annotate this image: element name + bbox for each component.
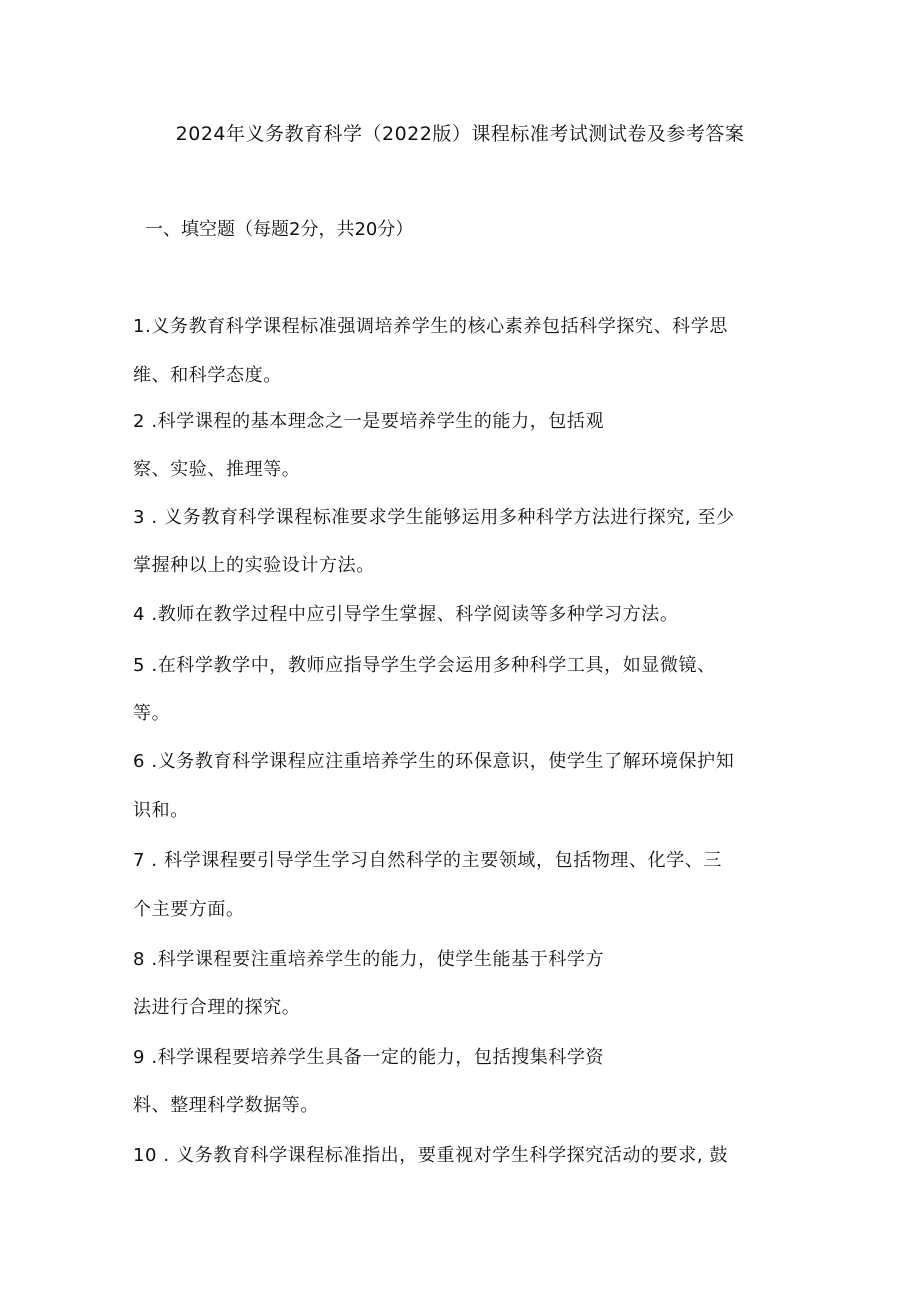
text-line: 察、实验、推理等。: [133, 459, 301, 480]
text-line: 10 . 义务教育科学课程标准指出，要重视对学生科学探究活动的要求, 鼓: [133, 1145, 729, 1166]
text-line: 掌握种以上的实验设计方法。: [133, 555, 375, 576]
text-line: 法进行合理的探究。: [133, 997, 301, 1018]
text-line: 2 .科学课程的基本理念之一是要培养学生的能力，包括观: [133, 411, 605, 432]
text-line: 个主要方面。: [133, 899, 245, 920]
text-line: 8 .科学课程要注重培养学生的能力，使学生能基于科学方: [133, 949, 605, 970]
section-heading: 一、填空题（每题2分，共20分）: [145, 219, 414, 240]
text-line: 4 .教师在教学过程中应引导学生掌握、科学阅读等多种学习方法。: [133, 604, 679, 625]
document-title: 2024年义务教育科学（2022版）课程标准考试测试卷及参考答案: [175, 123, 745, 145]
text-line: 料、整理科学数据等。: [133, 1095, 319, 1116]
text-line: 7 . 科学课程要引导学生学习自然科学的主要领域，包括物理、化学、三: [133, 850, 723, 871]
text-line: 6 .义务教育科学课程应注重培养学生的环保意识，使学生了解环境保护知: [133, 751, 735, 772]
text-line: 9 .科学课程要培养学生具备一定的能力，包括搜集科学资: [133, 1047, 605, 1068]
text-line: 识和。: [133, 800, 189, 821]
text-line: 等。: [133, 703, 171, 724]
text-line: 3 . 义务教育科学课程标准要求学生能够运用多种科学方法进行探究, 至少: [133, 507, 735, 528]
text-line: 5 .在科学教学中，教师应指导学生学会运用多种科学工具，如显微镜、: [133, 655, 716, 676]
text-line: 维、和科学态度。: [133, 365, 282, 386]
text-line: 1.义务教育科学课程标准强调培养学生的核心素养包括科学探究、科学思: [133, 316, 728, 337]
